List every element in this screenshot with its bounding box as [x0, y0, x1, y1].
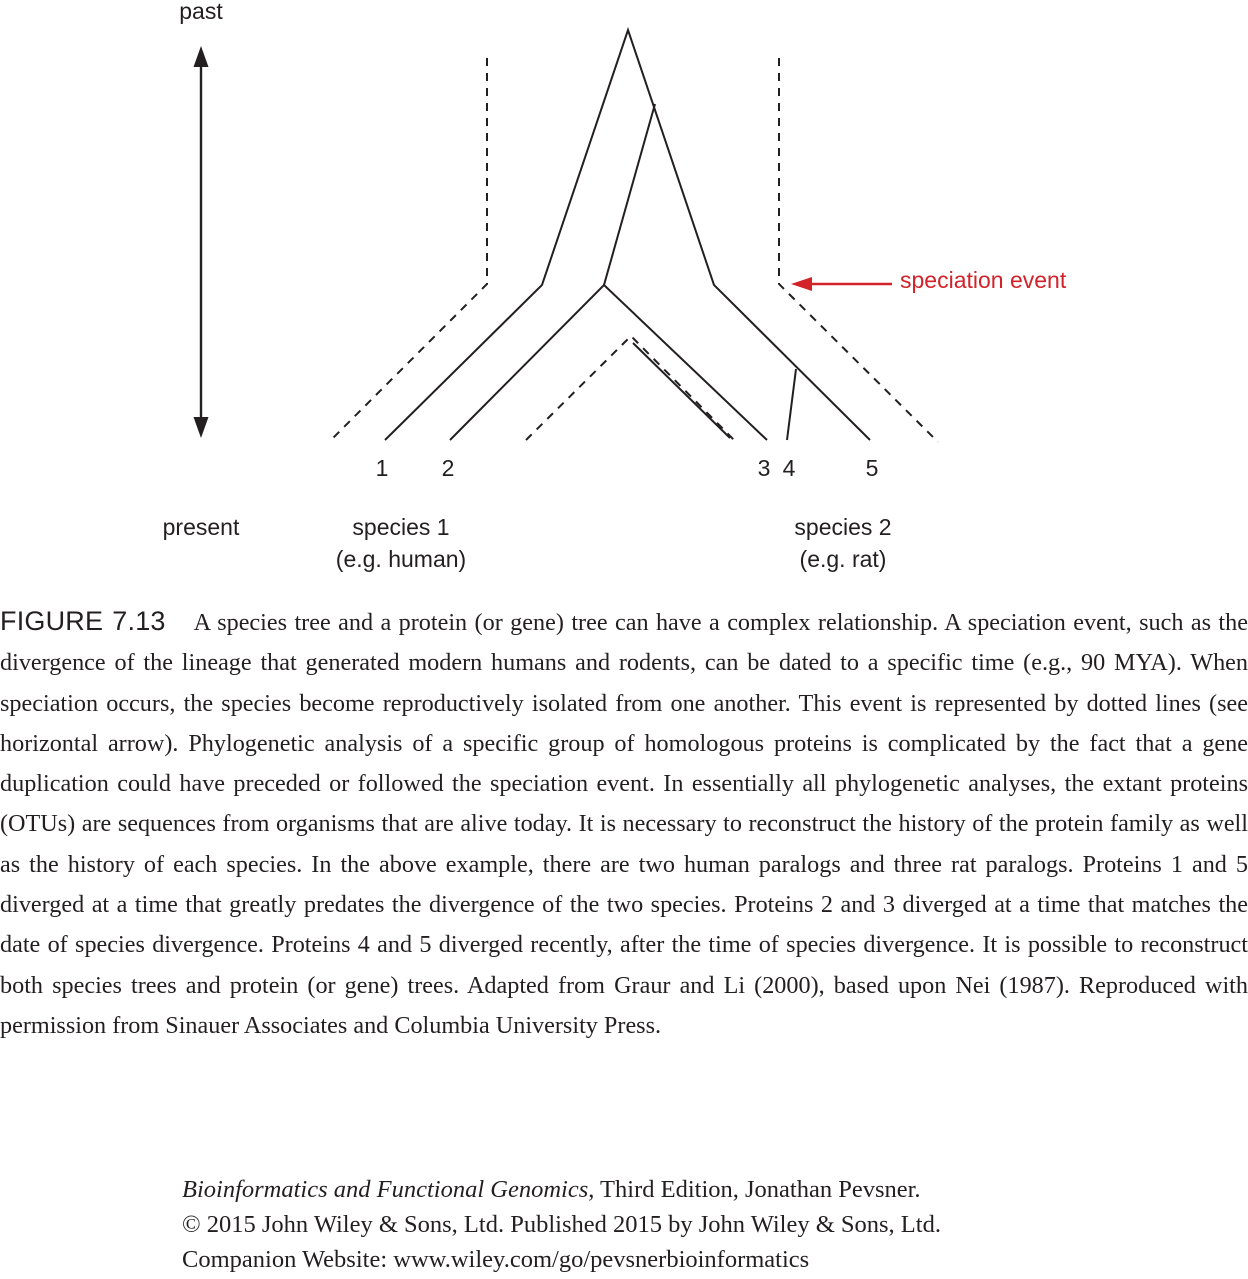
leaf-label-1: 1 — [375, 455, 389, 481]
figure-caption — [0, 601, 1248, 1046]
species-tree-right-branch — [779, 58, 938, 442]
species-tree-inner-branch — [526, 336, 736, 442]
credit-line-copyright: © 2015 John Wiley & Sons, Ltd. Published 2015 by John Wiley & Sons, Ltd. — [182, 1211, 941, 1238]
book-credits — [182, 1172, 1242, 1277]
species-1-example: (e.g. human) — [335, 546, 467, 572]
past-label: past — [179, 0, 223, 24]
species-tree-left-branch — [330, 58, 487, 441]
caption-text: A species tree and a protein (or gene) tree can have a complex relationship. A speciation event, such as the divergence of the lineage that generated modern humans and rodents, can be dated to a specific time (e.g., 90 MYA). When speciation occurs, the species become reproductively isolated from one another. This event is represented by dotted lines (see horizontal arrow). Phylogenetic analysis of a specific group of homologous proteins is complicated by the fact that a gene duplication could have preceded or followed the speciation event. In essentially all phylogenetic analyses, the extant proteins (OTUs) are sequences from organisms that are alive today. It is necessary to reconstruct the history of the protein family as well as the history of each species. In the above example, there are two human paralogs and three rat paralogs. Proteins 1 and 5 diverged at a time that greatly predates the divergence of the two species. Proteins 2 and 3 diverged at a time that matches the date of species divergence. Proteins 4 and 5 diverged recently, after the time of species divergence. It is possible to reconstruct both species trees and protein (or gene) trees. Adapted from Graur and Li (2000), based upon Nei (1987). Reproduced with permission from Sinauer Associates and Columbia University Press. — [0, 609, 1248, 1039]
tree-diagram — [0, 0, 1248, 590]
gene-tree — [385, 30, 870, 440]
speciation-event-annotation — [791, 267, 1067, 293]
present-label: present — [162, 514, 240, 540]
phylogenetic-figure — [0, 0, 1248, 590]
gene-tree-duplication-branch — [604, 104, 655, 285]
species-tree — [330, 58, 938, 442]
leaf-label-2: 2 — [441, 455, 455, 481]
arrow-down-icon — [194, 417, 209, 438]
edition-author: , Third Edition, Jonathan Pevsner. — [588, 1176, 921, 1203]
leaf-label-4: 4 — [782, 455, 796, 481]
figure-number: FIGURE 7.13 — [0, 606, 166, 636]
arrow-left-icon — [791, 277, 812, 291]
book-title: Bioinformatics and Functional Genomics — [182, 1176, 589, 1203]
leaf-label-3: 3 — [757, 455, 771, 481]
leaf-label-5: 5 — [865, 455, 879, 481]
species-2-example: (e.g. rat) — [799, 546, 887, 572]
credit-line-title — [182, 1172, 1242, 1207]
speciation-event-label: speciation event — [900, 267, 1067, 293]
species-1-label: species 1 — [352, 514, 450, 540]
gene-tree-outer-branches — [385, 30, 870, 440]
arrow-up-icon — [194, 46, 209, 67]
gene-tree-branch-2-3 — [450, 285, 767, 440]
time-axis-arrow — [194, 46, 209, 438]
gene-tree-branch-4 — [787, 369, 796, 440]
species-2-label: species 2 — [794, 514, 892, 540]
credit-line-website: Companion Website: www.wiley.com/go/pevsnerbioinformatics — [182, 1246, 810, 1273]
